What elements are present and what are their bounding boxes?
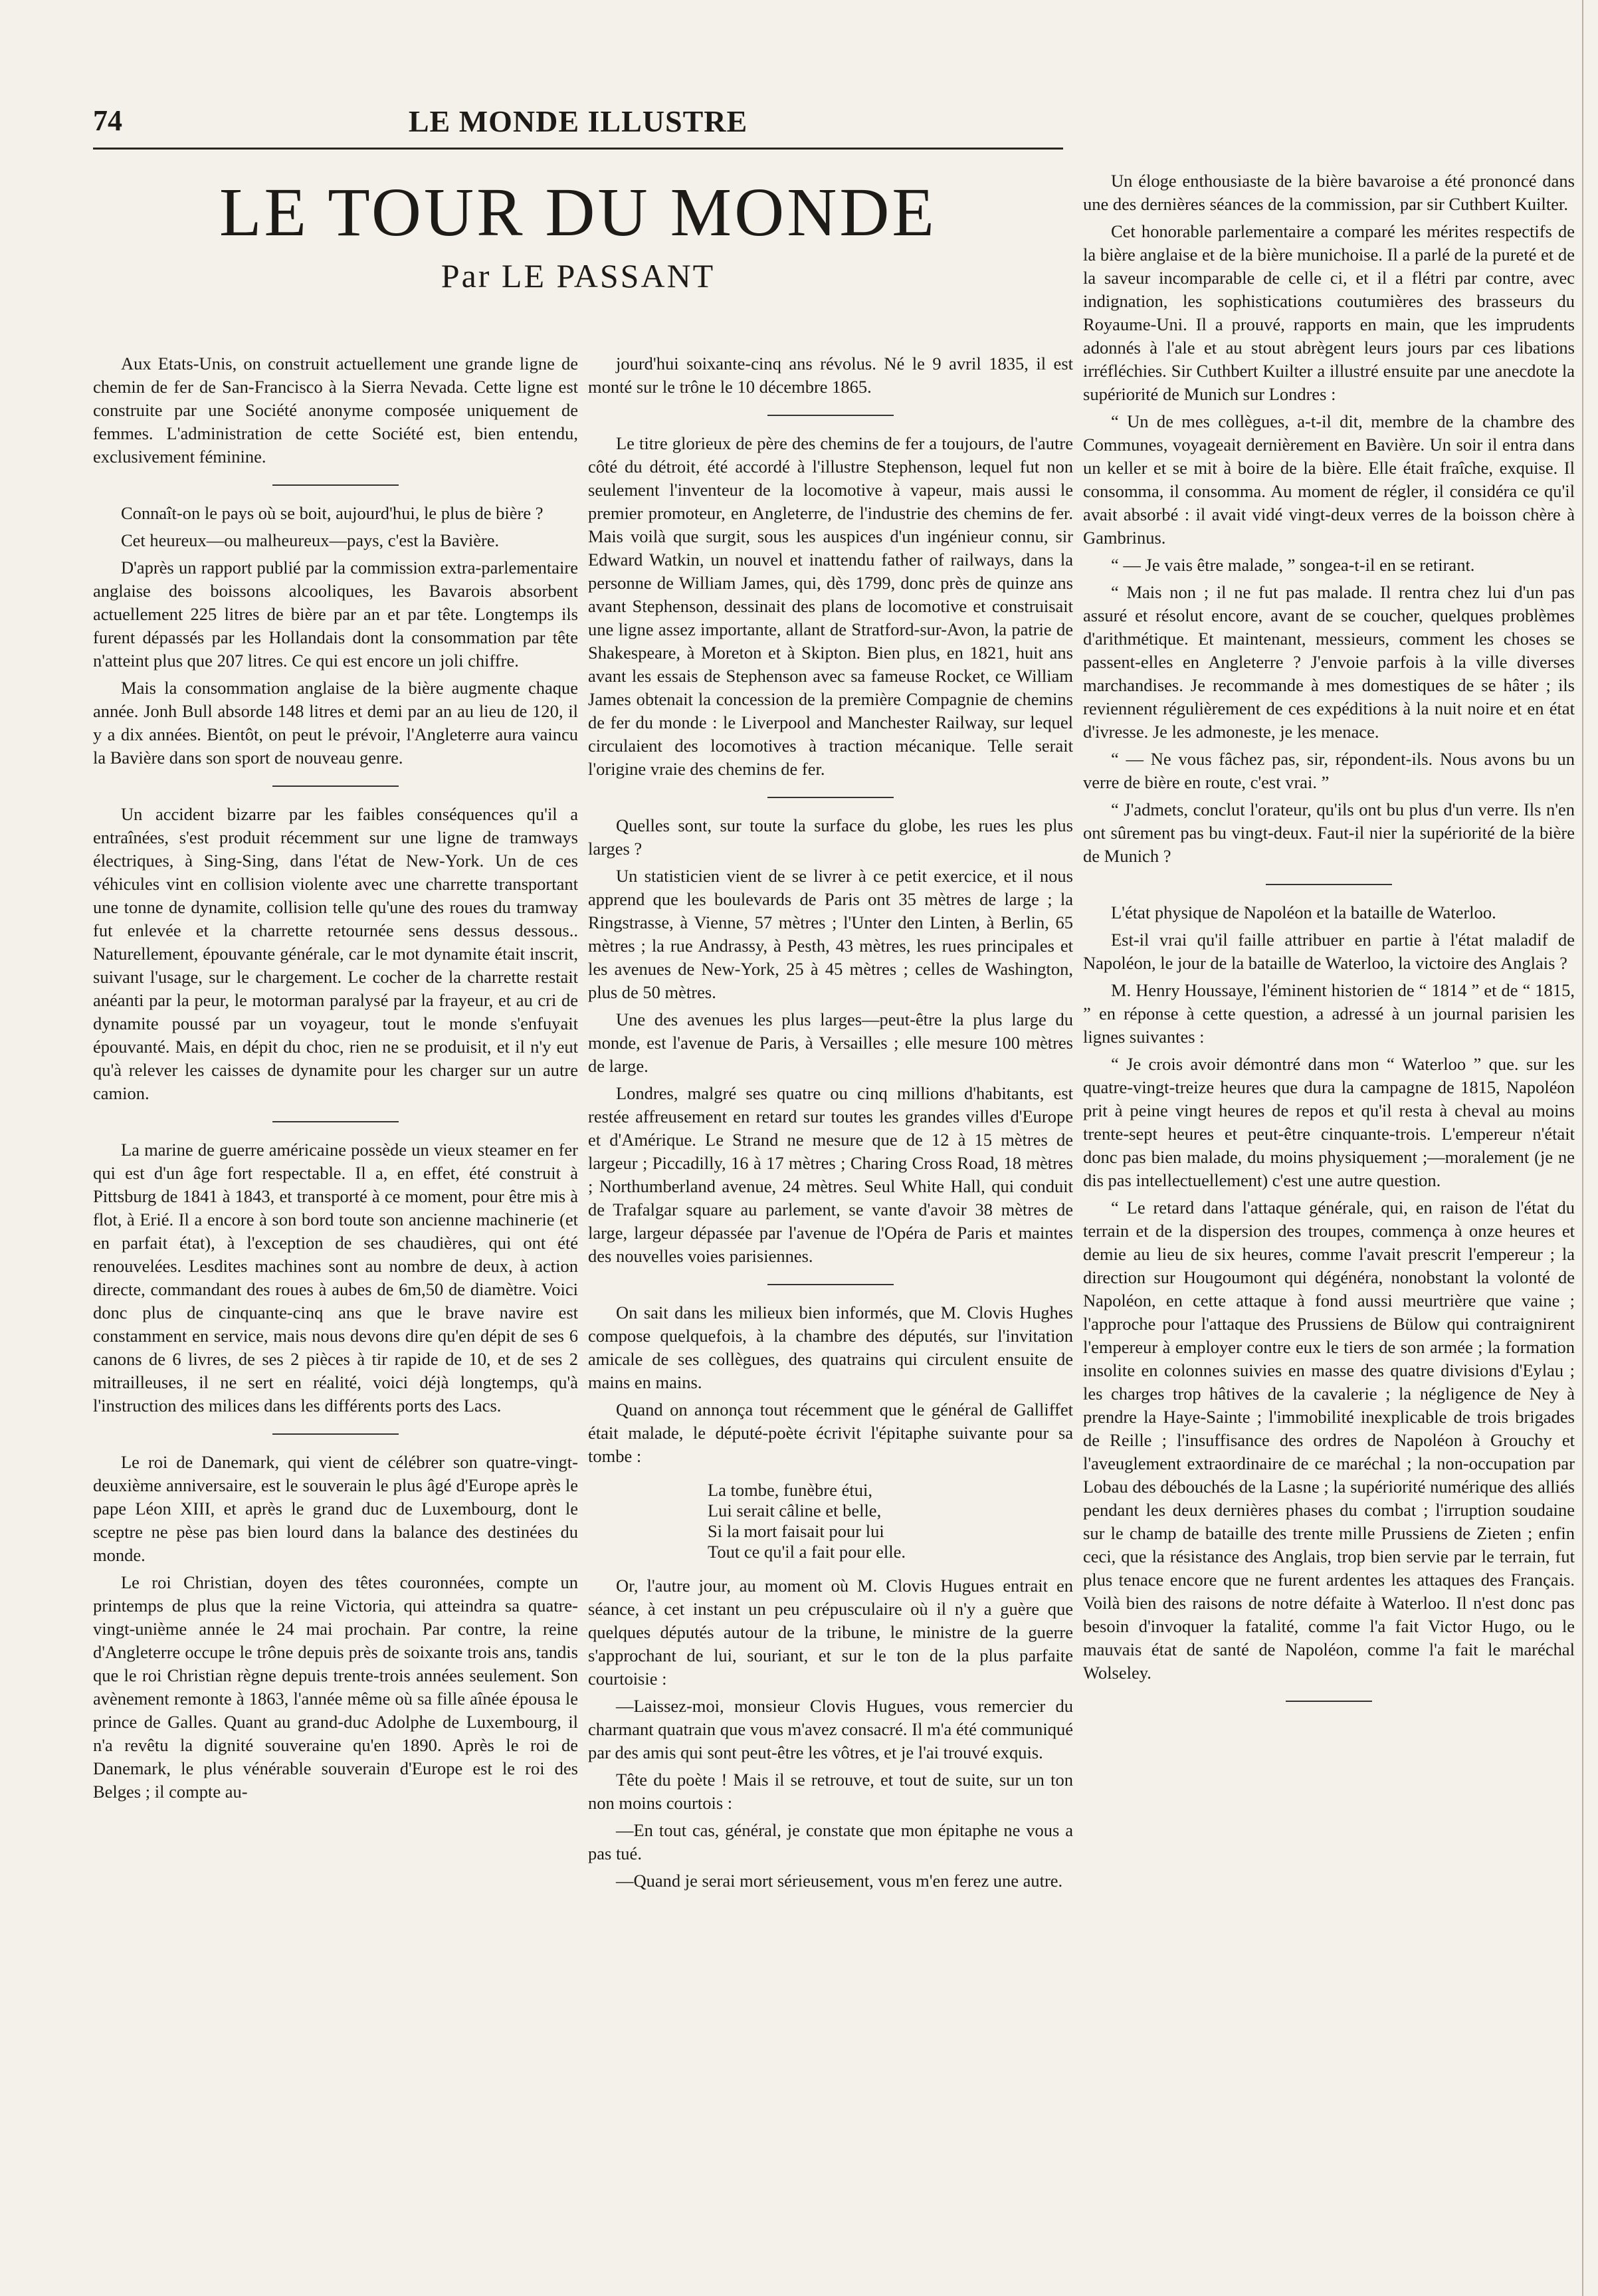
paragraph: Or, l'autre jour, au moment où M. Clovis Hugues entrait en séance, à cet instant un peu crépusculaire où il n'y a guère que quelques députés autour de la tribune, le ministre de la guerre s'approchant de lui, souriant, et sur le ton de la plus parfaite courtoisie :: [588, 1576, 1073, 1689]
paragraph: —En tout cas, général, je constate que mon épitaphe ne vous a pas tué.: [588, 1820, 1073, 1863]
paragraph: On sait dans les milieux bien informés, que M. Clovis Hughes compose quelquefois, à la chambre des députés, sur l'invitation amicale de ses collègues, des quatrains qui circulent ensuite de mains en mains.: [588, 1303, 1073, 1392]
section-divider: [1286, 1701, 1372, 1702]
paragraph: Connaît-on le pays où se boit, aujourd'hui, le plus de bière ?: [121, 503, 544, 523]
paragraph: Quelles sont, sur toute la surface du globe, les rues les plus larges ?: [588, 815, 1073, 859]
paragraph: L'état physique de Napoléon et la bataille de Waterloo.: [1111, 902, 1496, 922]
article-title: LE TOUR DU MONDE: [219, 174, 937, 251]
paragraph: Quand on annonça tout récemment que le général de Galliffet était malade, le député-poète écrivit l'épitaphe suivante pour sa tombe :: [588, 1400, 1073, 1466]
paragraph: “ Un de mes collègues, a-t-il dit, membre de la chambre des Communes, voyageait dernièrement en Bavière. Un soir il entra dans un keller et se mit à boire de la bière. Elle était fraîche, exquise. Il consomma, il consomma. Au moment de régler, il considéra ce qu'il avait absorbé : il avait vidé vingt-deux verres de la boisson chère à Gambrinus.: [1083, 411, 1575, 548]
paragraph: Cet honorable parlementaire a comparé les mérites respectifs de la bière anglaise et de la bière munichoise. Il a parlé de la pureté et de la saveur incomparable de celle ci, et il a flétri par contre, avec indignation, les sophistications coutumières des brasseurs du Royaume-Uni. Il a prouvé, rapports en main, que les imprudents adonnés à l'ale et au stout abrègent leurs jours par ces libations irréfléchies. Sir Cuthbert Kuilter a illustré ensuite par une anecdote la supériorité de Munich sur Londres :: [1083, 221, 1575, 404]
page-number: 74: [93, 104, 122, 137]
column-1: [93, 352, 578, 1808]
paragraph: La marine de guerre américaine possède un vieux steamer en fer qui est d'un âge fort respectable. Il a, en effet, été construit à Pittsburg de 1841 à 1843, et transporté à ce moment, pour être mis à flot, à Erié. Il a encore à son bord toute son ancienne machinerie (et en parfait état), à l'exception de ses chaudières, qui ont été renouvelées. Lesdites machines sont au nombre de deux, à action directe, commandant des roues à aubes de 6m,50 de diamètre. Voici donc plus de cinquante-cinq ans que le brave navire est constamment en service, mais nous devons dire qu'en dépit de ses 6 canons de 6 livres, de ses 2 pièces à tir rapide de 10, et de ses 2 mitrailleuses, il ne sert en réalité, voici déjà longtemps, qu'à l'instruction des milices dans les différents ports des Lacs.: [93, 1140, 578, 1415]
paragraph: Tête du poète ! Mais il se retrouve, et tout de suite, sur un ton non moins courtois :: [588, 1770, 1073, 1813]
paragraph: Le roi Christian, doyen des têtes couronnées, compte un printemps de plus que la reine Victoria, qui atteindra sa quatre-vingt-unième année le 24 mai prochain. Par contre, la reine d'Angleterre occupe le trône depuis près de soixante trois ans, tandis que le roi Christian règne depuis trente-trois années seulement. Son avènement remonte à 1863, l'année même où sa fille aînée épousa le prince de Galles. Quant au grand-duc Adolphe de Luxembourg, il n'a revêtu la dignité souveraine qu'en 1890. Après le roi de Danemark, le plus vénérable souverain d'Europe est le roi des Belges ; il compte au-: [93, 1572, 578, 1802]
verse-line: Tout ce qu'il a fait pour elle.: [708, 1542, 906, 1562]
paragraph: —Laissez-moi, monsieur Clovis Hugues, vous remercier du charmant quatrain que vous m'avez consacré. Il m'a été communiqué par des amis qui sont peut-être les vôtres, et je l'ai trouvé exquis.: [588, 1696, 1073, 1762]
verse-line: La tombe, funèbre étui,: [708, 1480, 872, 1500]
paragraph: M. Henry Houssaye, l'éminent historien de “ 1814 ” et de “ 1815, ” en réponse à cette question, a adressé à un journal parisien les lignes suivantes :: [1083, 980, 1575, 1047]
section-divider: [767, 1284, 894, 1285]
paragraph: Un accident bizarre par les faibles conséquences qu'il a entraînées, s'est produit récemment sur une ligne de tramways électriques, à Sing-Sing, dans l'état de New-York. Un de ces véhicules vint en collision violente avec une charrette transportant une tonne de dynamite, collision telle qu'une des roues du tramway fut enlevée et la charrette retournée sens dessus dessous.. Naturellement, épouvante générale, car le mot dynamite était inscrit, suivant l'usage, sur le chargement. Le cocher de la charrette restait anéanti par la peur, le motorman paralysé par la frayeur, et au cri de dynamite poussé par un voyageur, tout le monde s'enfuyait épouvanté. Mais, en dépit du choc, rien ne se produisit, et il n'y eut qu'à relever les caisses de dynamite pour les charger sur un autre camion.: [93, 804, 578, 1103]
article-byline: Par LE PASSANT: [441, 257, 716, 294]
column-2: [588, 352, 1073, 1897]
paragraph: Mais la consommation anglaise de la bière augmente chaque année. Jonh Bull absorde 148 litres et demi par an au lieu de 120, il y a dix années. Bientôt, on peut le prévoir, l'Angleterre aura vaincu la Bavière dans son sport de nouveau genre.: [93, 678, 578, 768]
paragraph: Aux Etats-Unis, on construit actuellement une grande ligne de chemin de fer de San-Francisco à la Sierra Nevada. Cette ligne est construite par une Société anonyme composée uniquement de femmes. L'administration de cette Société est, bien entendu, exclusivement féminine.: [93, 354, 578, 467]
paragraph: D'après un rapport publié par la commission extra-parlementaire anglaise des boissons alcooliques, les Bavarois absorbent actuellement 225 litres de bière par an et par tête. Longtemps ils furent dépassés par les Hollandais dont la consommation par tête n'atteint plus que 207 litres. Ce qui est encore un joli chiffre.: [93, 558, 578, 671]
paragraph: —Quand je serai mort sérieusement, vous m'en ferez une autre.: [616, 1871, 1063, 1891]
paragraph: Le titre glorieux de père des chemins de fer a toujours, de l'autre côté du détroit, été accordé à l'illustre Stephenson, lequel fut non seulement l'inventeur de la locomotive à vapeur, mais aussi le premier promoteur, en Angleterre, de l'industrie des chemins de fer. Mais voilà que surgit, sous les auspices d'un ingénieur connu, sir Edward Watkin, un nouvel et inattendu father of railways, dans la personne de William James, qui, dès 1799, donc près de quinze ans avant Stephenson, dessinait des plans de locomotive et construisait une ligne assez importante, allant de Stratford-sur-Avon, la patrie de Shakespeare, à Moreton et à Skipton. Bien plus, en 1821, huit ans avant les essais de Stephenson avec sa fameuse Rocket, ce William James obtenait la concession de la première Compagnie de chemins de fer du monde : le Liverpool and Manchester Railway, sur lequel circulaient des locomotives à traction mécanique. Telle serait l'origine vraie des chemins de fer.: [588, 433, 1073, 779]
column-3: [1083, 169, 1575, 1718]
section-divider: [272, 484, 399, 486]
section-divider: [767, 415, 894, 416]
section-divider: [767, 797, 894, 798]
paragraph: “ Je crois avoir démontré dans mon “ Waterloo ” que. sur les quatre-vingt-treize heures que dura la campagne de 1815, Napoléon prit à peine vingt heures de repos et qu'il resta à cheval au moins trente-sept heures et peut-être cinquante-trois. L'empereur n'était donc pas bien malade, du moins physiquement ;—moralement (je ne dis pas intellectuellement) c'est une autre question.: [1083, 1054, 1575, 1190]
epitaph-verse: [708, 1480, 1073, 1562]
paragraph: “ J'admets, conclut l'orateur, qu'ils ont bu plus d'un verre. Ils n'en ont sûrement pas bu vingt-deux. Faut-il nier la supériorité de la bière de Munich ?: [1083, 799, 1575, 866]
paragraph: Est-il vrai qu'il faille attribuer en partie à l'état maladif de Napoléon, le jour de la bataille de Waterloo, la victoire des Anglais ?: [1083, 930, 1575, 973]
verse-line: Si la mort faisait pour lui: [708, 1521, 884, 1541]
paragraph: Londres, malgré ses quatre ou cinq millions d'habitants, est restée affreusement en retard sur toutes les grandes villes d'Europe et d'Amérique. Le Strand ne mesure que de 12 à 15 mètres de largeur ; Piccadilly, 16 à 17 mètres ; Charing Cross Road, 18 mètres ; Northumberland avenue, 24 mètres. Seul White Hall, qui conduit de Trafalgar square au parlement, se vante d'avoir 38 mètres de large, largeur dépassée par l'avenue de l'Opéra de Paris et maintes des nouvelles voies parisiennes.: [588, 1083, 1073, 1266]
paragraph: “ Le retard dans l'attaque générale, qui, en raison de l'état du terrain et de la dispersion des troupes, commença à onze heures et demie au lieu de six heures, comme l'avait prescrit l'empereur ; la direction sur Hougoumont qui dégénéra, nonobstant la volonté de Napoléon, en cette attaque à fond aussi meurtrière que vaine ; l'approche pour l'attaque des Prussiens de Bülow qui contraignirent l'empereur à employer contre eux le tiers de son armée ; la formation insolite en colonnes suivies en masse des quatre divisions d'Eylau ; les charges trop hâtives de la cavalerie ; la négligence de Ney à prendre la Haye-Sainte ; l'immobilité inexplicable de trois brigades de Reille ; l'insuffisance des ordres de Napoléon à Grouchy et l'aveuglement extraordinaire de ce maréchal ; la non-occupation par Lobau des débouchés de la Lasne ; la supériorité numérique des alliés pendant les deux dernières phases du combat ; l'irruption soudaine sur le champ de bataille des trente mille Prussiens de Zieten ; enfin ceci, que la résistance des Anglais, trop bien servie par le terrain, fut plus tenace encore que ne furent ardentes les attaques des Français. Voilà bien des raisons de notre défaite à Waterloo. Il n'est donc pas besoin d'invoquer la fatalité, comme l'a fait Victor Hugo, ou le mauvais état de santé de Napoléon, comme l'a fait le maréchal Wolseley.: [1083, 1198, 1575, 1683]
paragraph: Un statisticien vient de se livrer à ce petit exercice, et il nous apprend que les boulevards de Paris ont 35 mètres de large ; la Ringstrasse, à Vienne, 57 mètres ; l'Unter den Linten, à Berlin, 65 mètres ; la rue Andrassy, à Pesth, 43 mètres, les rues principales et les avenues de New-York, 25 à 45 mètres ; celles de Washington, plus de 50 mètres.: [588, 866, 1073, 1002]
paragraph: Cet heureux—ou malheureux—pays, c'est la Bavière.: [121, 530, 500, 550]
section-divider: [272, 1433, 399, 1435]
verse-line: Lui serait câline et belle,: [708, 1501, 882, 1520]
page-header: [93, 100, 1063, 150]
paragraph: “ — Je vais être malade, ” songea-t-il en se retirant.: [1111, 555, 1475, 575]
page-edge: [1582, 0, 1598, 2296]
paragraph: Une des avenues les plus larges—peut-être la plus large du monde, est l'avenue de Paris, à Versailles ; elle mesure 100 mètres de large.: [588, 1009, 1073, 1076]
paragraph: jourd'hui soixante-cinq ans révolus. Né le 9 avril 1835, il est monté sur le trône le 10 décembre 1865.: [588, 354, 1073, 397]
paragraph: “ Mais non ; il ne fut pas malade. Il rentra chez lui d'un pas assuré et résolut encore, avant de se coucher, quelques problèmes d'arithmétique. Et maintenant, messieurs, comment les choses se passent-elles en Angleterre ? J'envoie parfois à la ville diverses marchandises. Je recommande à mes domestiques de se hâter ; ils reviennent régulièrement de ces expéditions à la nuit noire et en état d'ivresse. Je les admoneste, je les menace.: [1083, 582, 1575, 742]
section-divider: [1266, 884, 1392, 885]
section-divider: [272, 785, 399, 787]
publication-title: LE MONDE ILLUSTRE: [408, 104, 748, 138]
section-divider: [272, 1121, 399, 1122]
paragraph: Un éloge enthousiaste de la bière bavaroise a été prononcé dans une des dernières séances de la commission, par sir Cuthbert Kuilter.: [1083, 171, 1575, 214]
paragraph: Le roi de Danemark, qui vient de célébrer son quatre-vingt-deuxième anniversaire, est le souverain le plus âgé d'Europe après le pape Léon XIII, et après le grand duc de Luxembourg, dont le sceptre ne pèse pas bien lourd dans la balance des destinées du monde.: [93, 1452, 578, 1565]
paragraph: “ — Ne vous fâchez pas, sir, répondent-ils. Nous avons bu un verre de bière en route, c'est vrai. ”: [1083, 749, 1575, 792]
